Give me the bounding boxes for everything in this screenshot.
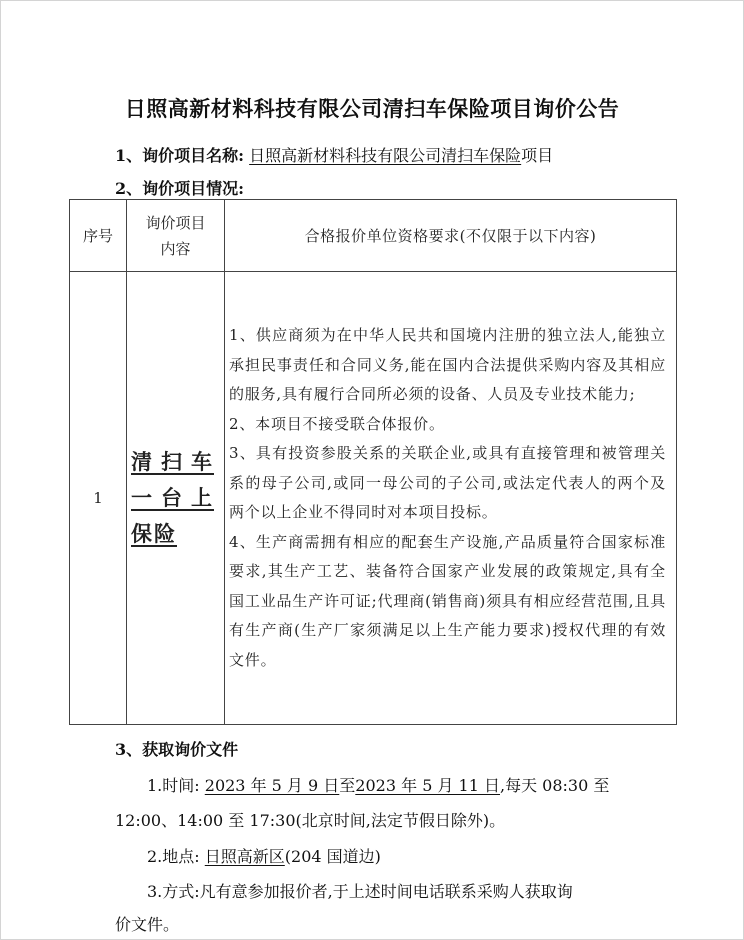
requirement-item: 1、供应商须为在中华人民共和国境内注册的独立法人,能独立承担民事责任和合同义务,能在国内合法提供采购内容及其相应的服务,具有履行合同所必须的设备、人员及专业技术能力; [229,326,666,403]
place-prefix: 2.地点: [147,847,200,866]
table-row [70,272,677,725]
requirement-item: 3、具有投资参股关系的关联企业,或具有直接管理和被管理关系的母子公司,或同一母公司的子公司,或法定代表人的两个及两个以上企业不得同时对本项目投标。 [229,444,666,521]
method-line-2: 价文件。 [115,915,180,934]
project-name: 日照高新材料科技有限公司清扫车保险 [249,146,522,165]
header-content-line2: 内容 [160,239,191,258]
time-line-1 [147,773,609,796]
section-3-label: 3、获取询价文件 [115,740,239,759]
place-line [147,844,381,867]
requirements-table [69,199,677,725]
time-to: 至 [339,776,356,795]
row-item-name: 清扫车一台上保险 [131,449,214,546]
place-rest: (204 国道边) [284,847,381,866]
section-1-label: 1、询价项目名称: [115,146,245,165]
page-title: 日照高新材料科技有限公司清扫车保险项目询价公告 [124,96,620,121]
section-2-label: 2、询价项目情况: [115,179,245,198]
table-header-row [70,200,677,272]
time-start: 2023 年 5 月 9 日 [204,776,340,795]
requirement-item: 2、本项目不接受联合体报价。 [229,414,445,433]
requirements-list [225,321,676,675]
project-name-suffix: 项目 [521,146,554,165]
method-line-1: 3.方式:凡有意参加报价者,于上述时间电话联系采购人获取询 [147,882,573,901]
row-requirements-cell [225,272,677,725]
time-rest: ,每天 08:30 至 [500,776,610,795]
header-content-line1: 询价项目 [145,213,206,232]
row-item-cell [127,272,225,725]
row-seq: 1 [70,272,127,725]
time-line-2: 12:00、14:00 至 17:30(北京时间,法定节假日除外)。 [115,811,506,830]
time-end: 2023 年 5 月 11 日 [355,776,500,795]
header-content [127,200,225,272]
header-seq: 序号 [70,200,127,272]
section-1 [115,143,553,166]
time-prefix: 1.时间: [147,776,200,795]
place-name: 日照高新区 [204,847,285,866]
requirement-item: 4、生产商需拥有相应的配套生产设施,产品质量符合国家标准要求,其生产工艺、装备符合国家产业发展的政策规定,具有全国工业品生产许可证;代理商(销售商)须具有相应经营范围,且具有生产商(生产厂家须满足以上生产能力要求)授权代理的有效文件。 [229,532,666,669]
header-requirements: 合格报价单位资格要求(不仅限于以下内容) [225,200,677,272]
